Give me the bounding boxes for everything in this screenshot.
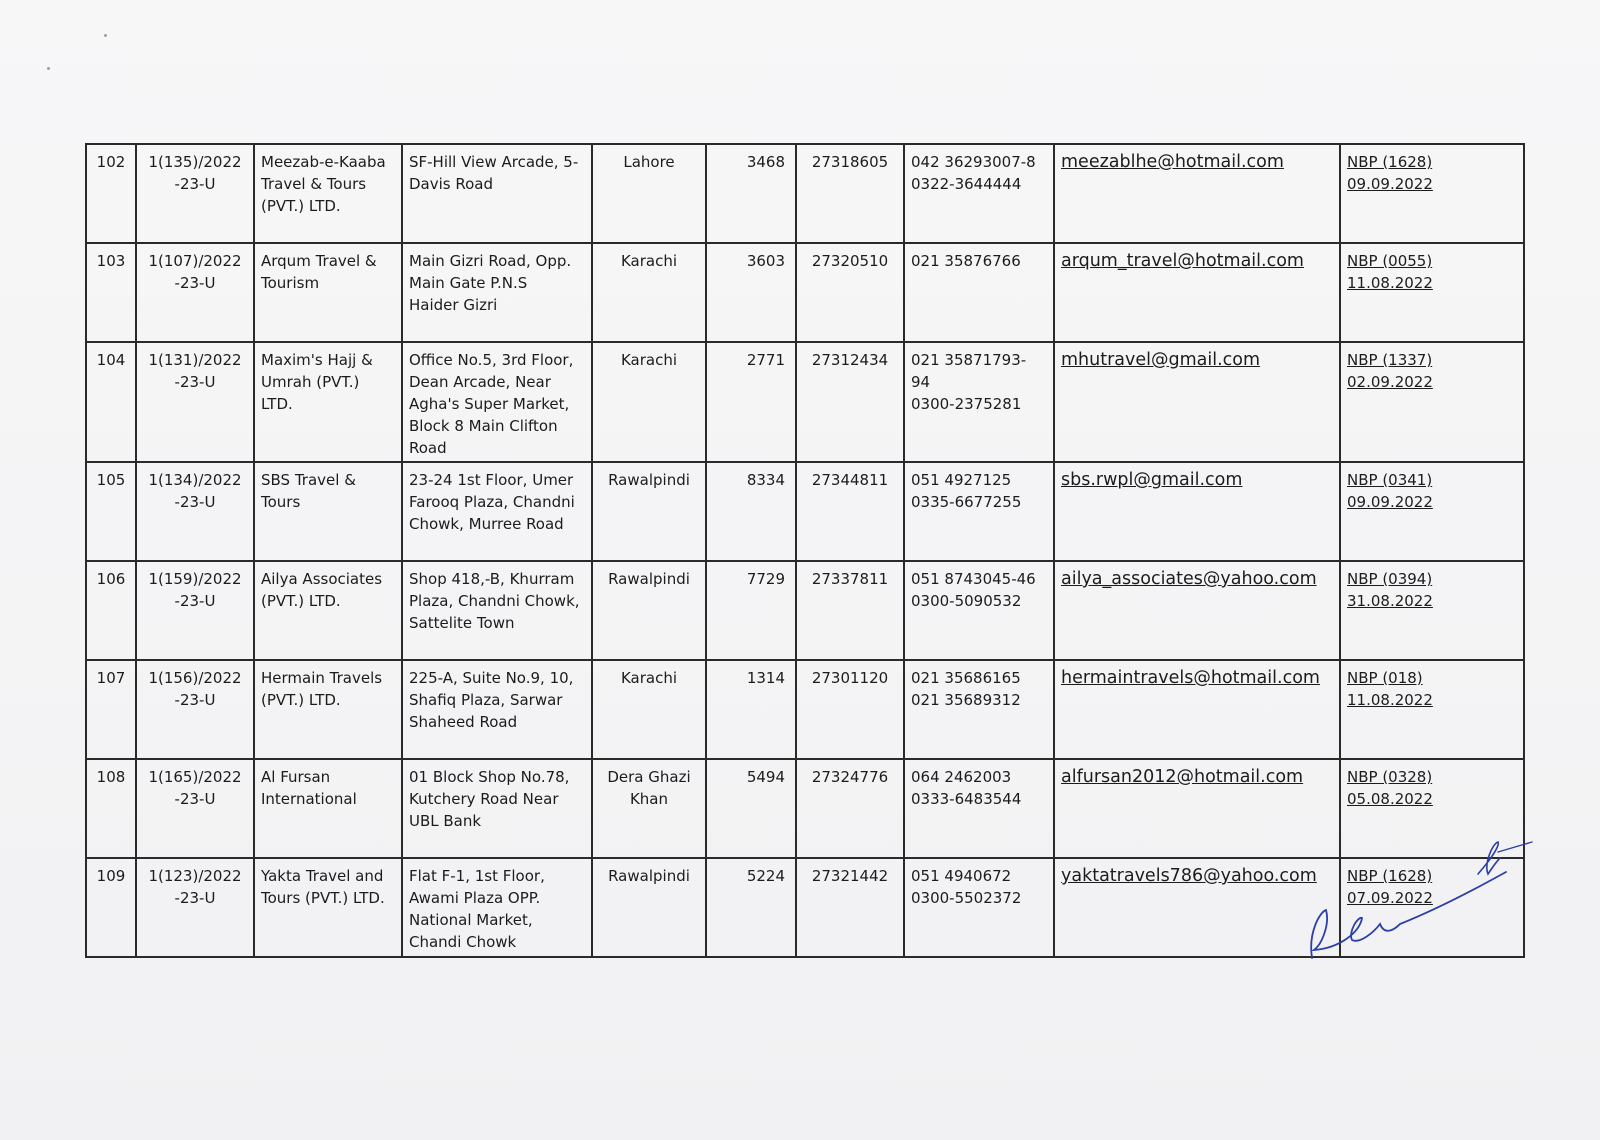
city-line: Rawalpindi [608, 867, 690, 885]
signature-icon [1300, 840, 1540, 970]
registration-table [85, 143, 1525, 958]
serial-number: 102 [96, 153, 126, 171]
serial-number-cell [86, 342, 136, 462]
deposit-date: 09.09.2022 [1347, 493, 1433, 511]
reference-number-line: -23-U [174, 889, 216, 907]
reference-number-cell [136, 858, 254, 957]
reference-number-line: 1(131)/2022 [148, 351, 242, 369]
email-cell [1054, 858, 1340, 957]
address-cell [402, 858, 592, 957]
bank-branch: NBP (1628) [1347, 153, 1433, 171]
phone-line: 064 2462003 [911, 768, 1012, 786]
phone-line: 021 35686165 [911, 669, 1021, 687]
bank-branch: NBP (0055) [1347, 252, 1433, 270]
reference-number-cell [136, 759, 254, 858]
reference-number-line: -23-U [174, 373, 216, 391]
city-line: Karachi [620, 252, 678, 270]
address-cell [402, 759, 592, 858]
city-cell [592, 660, 706, 759]
licence-code-cell [706, 561, 796, 660]
address-line: Block 8 Main Clifton [409, 417, 558, 435]
address-line: 23-24 1st Floor, Umer [409, 471, 574, 489]
reference-number-line: 1(156)/2022 [148, 669, 242, 687]
table-row [86, 144, 1524, 243]
table-row [86, 243, 1524, 342]
table-body [86, 144, 1524, 957]
ntn-number: 27321442 [811, 867, 889, 885]
address-cell [402, 144, 592, 243]
address-line: Sattelite Town [409, 614, 515, 632]
email-link[interactable]: sbs.rwpl@gmail.com [1061, 470, 1243, 490]
address-line: Farooq Plaza, Chandni [409, 493, 575, 511]
phone-line: 0322-3644444 [911, 175, 1022, 193]
serial-number: 109 [96, 867, 126, 885]
address-line: 01 Block Shop No.78, [409, 768, 570, 786]
bank-branch: NBP (0394) [1347, 570, 1433, 588]
serial-number-cell [86, 660, 136, 759]
email-link[interactable]: hermaintravels@hotmail.com [1061, 668, 1320, 688]
reference-number-line: 1(123)/2022 [148, 867, 242, 885]
table-row [86, 342, 1524, 462]
address-cell [402, 561, 592, 660]
serial-number: 104 [96, 351, 126, 369]
serial-number: 106 [96, 570, 126, 588]
city-line: Rawalpindi [608, 471, 690, 489]
city-cell [592, 342, 706, 462]
company-name-line: International [261, 790, 357, 808]
email-cell [1054, 342, 1340, 462]
city-cell [592, 561, 706, 660]
phone-cell [904, 144, 1054, 243]
licence-code-cell [706, 660, 796, 759]
company-name-line: Maxim's Hajj & [261, 351, 373, 369]
company-name-line: Ailya Associates [261, 570, 383, 588]
ntn-number: 27318605 [811, 153, 889, 171]
deposit-date: 11.08.2022 [1347, 274, 1433, 292]
deposit-date: 31.08.2022 [1347, 592, 1433, 610]
reference-number-cell [136, 660, 254, 759]
city-line: Lahore [623, 153, 675, 171]
ntn-number: 27324776 [811, 768, 889, 786]
reference-number-cell [136, 342, 254, 462]
deposit-date: 09.09.2022 [1347, 175, 1433, 193]
reference-number-line: -23-U [174, 592, 216, 610]
phone-line: 0300-5090532 [911, 592, 1022, 610]
company-name-line: Al Fursan [261, 768, 331, 786]
reference-number-line: 1(159)/2022 [148, 570, 242, 588]
serial-number-cell [86, 144, 136, 243]
company-name-cell [254, 462, 402, 561]
phone-line: 042 36293007-8 [911, 153, 1036, 171]
address-line: Chowk, Murree Road [409, 515, 564, 533]
reference-number-line: -23-U [174, 691, 216, 709]
serial-number-cell [86, 858, 136, 957]
city-line: Dera Ghazi [607, 768, 691, 786]
company-name-cell [254, 144, 402, 243]
email-cell [1054, 660, 1340, 759]
company-name-line: (PVT.) LTD. [261, 592, 341, 610]
email-link[interactable]: yaktatravels786@yahoo.com [1061, 866, 1317, 886]
company-name-cell [254, 858, 402, 957]
address-cell [402, 462, 592, 561]
address-cell [402, 660, 592, 759]
licence-code: 8334 [746, 471, 785, 489]
serial-number: 107 [96, 669, 126, 687]
email-cell [1054, 561, 1340, 660]
licence-code: 2771 [746, 351, 785, 369]
email-cell [1054, 243, 1340, 342]
address-line: Shafiq Plaza, Sarwar [409, 691, 563, 709]
address-line: Shop 418,-B, Khurram [409, 570, 575, 588]
phone-line: 021 35876766 [911, 252, 1021, 270]
ntn-cell [796, 858, 904, 957]
company-name-cell [254, 759, 402, 858]
licence-code: 1314 [746, 669, 785, 687]
bank-branch: NBP (018) [1347, 669, 1423, 687]
licence-code-cell [706, 759, 796, 858]
company-name-line: Travel & Tours [261, 175, 367, 193]
address-line: Agha's Super Market, [409, 395, 570, 413]
phone-cell [904, 660, 1054, 759]
address-line: Main Gizri Road, Opp. [409, 252, 572, 270]
address-line: National Market, [409, 911, 533, 929]
ntn-number: 27337811 [811, 570, 889, 588]
address-cell [402, 342, 592, 462]
licence-code: 3603 [746, 252, 785, 270]
serial-number: 108 [96, 768, 126, 786]
ntn-cell [796, 462, 904, 561]
licence-code-cell [706, 144, 796, 243]
city-line: Khan [629, 790, 669, 808]
phone-cell [904, 462, 1054, 561]
company-name-line: LTD. [261, 395, 293, 413]
ntn-cell [796, 342, 904, 462]
ntn-number: 27320510 [811, 252, 889, 270]
licence-code-cell [706, 342, 796, 462]
bank-challan-cell [1340, 561, 1524, 660]
phone-line: 021 35871793- [911, 351, 1027, 369]
ntn-number: 27301120 [811, 669, 889, 687]
ntn-cell [796, 144, 904, 243]
reference-number-line: -23-U [174, 175, 216, 193]
licence-code-cell [706, 462, 796, 561]
licence-code: 5224 [746, 867, 785, 885]
reference-number-cell [136, 243, 254, 342]
address-line: Davis Road [409, 175, 494, 193]
address-cell [402, 243, 592, 342]
ntn-number: 27344811 [811, 471, 889, 489]
reference-number-line: 1(107)/2022 [148, 252, 242, 270]
ntn-cell [796, 660, 904, 759]
address-line: Kutchery Road Near [409, 790, 559, 808]
email-link[interactable]: ailya_associates@yahoo.com [1061, 569, 1317, 589]
deposit-date: 07.09.2022 [1347, 889, 1433, 907]
reference-number-line: 1(165)/2022 [148, 768, 242, 786]
phone-line: 051 4927125 [911, 471, 1012, 489]
company-name-line: Meezab-e-Kaaba [261, 153, 386, 171]
ntn-cell [796, 759, 904, 858]
phone-line: 0300-5502372 [911, 889, 1022, 907]
city-line: Rawalpindi [608, 570, 690, 588]
bank-branch: NBP (1628) [1347, 867, 1433, 885]
table-row [86, 462, 1524, 561]
ntn-number: 27312434 [811, 351, 889, 369]
licence-code-cell [706, 243, 796, 342]
email-cell [1054, 144, 1340, 243]
ntn-cell [796, 561, 904, 660]
reference-number-line: -23-U [174, 790, 216, 808]
address-line: SF-Hill View Arcade, 5- [409, 153, 579, 171]
company-name-line: Arqum Travel & [261, 252, 377, 270]
licence-code: 7729 [746, 570, 785, 588]
licence-code: 5494 [746, 768, 785, 786]
bank-challan-cell [1340, 243, 1524, 342]
phone-cell [904, 858, 1054, 957]
address-line: UBL Bank [409, 812, 482, 830]
address-line: 225-A, Suite No.9, 10, [409, 669, 574, 687]
deposit-date: 05.08.2022 [1347, 790, 1433, 808]
phone-line: 0335-6677255 [911, 493, 1022, 511]
company-name-cell [254, 660, 402, 759]
city-line: Karachi [620, 351, 678, 369]
phone-line: 0333-6483544 [911, 790, 1022, 808]
company-name-cell [254, 342, 402, 462]
address-line: Road [409, 439, 447, 457]
reference-number-cell [136, 462, 254, 561]
city-cell [592, 462, 706, 561]
email-link[interactable]: meezablhe@hotmail.com [1061, 152, 1284, 172]
company-name-line: Tours (PVT.) LTD. [261, 889, 385, 907]
bank-challan-cell [1340, 462, 1524, 561]
phone-cell [904, 561, 1054, 660]
reference-number-line: -23-U [174, 493, 216, 511]
serial-number-cell [86, 462, 136, 561]
bank-challan-cell [1340, 144, 1524, 243]
serial-number: 105 [96, 471, 126, 489]
company-name-line: SBS Travel & [261, 471, 356, 489]
address-line: Haider Gizri [409, 296, 498, 314]
phone-cell [904, 759, 1054, 858]
address-line: Plaza, Chandni Chowk, [409, 592, 580, 610]
company-name-line: Yakta Travel and [261, 867, 384, 885]
phone-cell [904, 342, 1054, 462]
serial-number-cell [86, 561, 136, 660]
ntn-cell [796, 243, 904, 342]
address-line: Main Gate P.N.S [409, 274, 528, 292]
reference-number-cell [136, 561, 254, 660]
company-name-cell [254, 243, 402, 342]
company-name-line: Hermain Travels [261, 669, 383, 687]
reference-number-line: 1(135)/2022 [148, 153, 242, 171]
phone-cell [904, 243, 1054, 342]
city-line: Karachi [620, 669, 678, 687]
city-cell [592, 144, 706, 243]
company-name-line: (PVT.) LTD. [261, 197, 341, 215]
scan-speck [104, 34, 107, 37]
address-line: Dean Arcade, Near [409, 373, 551, 391]
bank-branch: NBP (0328) [1347, 768, 1433, 786]
serial-number: 103 [96, 252, 126, 270]
company-name-cell [254, 561, 402, 660]
reference-number-line: -23-U [174, 274, 216, 292]
phone-line: 0300-2375281 [911, 395, 1022, 413]
scan-speck [47, 67, 50, 70]
serial-number-cell [86, 759, 136, 858]
city-cell [592, 858, 706, 957]
address-line: Awami Plaza OPP. [409, 889, 541, 907]
company-name-line: Tourism [261, 274, 320, 292]
bank-challan-cell [1340, 342, 1524, 462]
bank-challan-cell [1340, 660, 1524, 759]
deposit-date: 11.08.2022 [1347, 691, 1433, 709]
address-line: Flat F-1, 1st Floor, [409, 867, 545, 885]
reference-number-line: 1(134)/2022 [148, 471, 242, 489]
phone-line: 021 35689312 [911, 691, 1021, 709]
email-link[interactable]: alfursan2012@hotmail.com [1061, 767, 1304, 787]
reference-number-cell [136, 144, 254, 243]
table-row [86, 660, 1524, 759]
table-row [86, 561, 1524, 660]
bank-branch: NBP (0341) [1347, 471, 1433, 489]
licence-code-cell [706, 858, 796, 957]
email-cell [1054, 759, 1340, 858]
city-cell [592, 759, 706, 858]
address-line: Chandi Chowk [409, 933, 517, 951]
company-name-line: Tours [261, 493, 301, 511]
serial-number-cell [86, 243, 136, 342]
address-line: Shaheed Road [409, 713, 518, 731]
email-link[interactable]: mhutravel@gmail.com [1061, 350, 1261, 370]
licence-code: 3468 [746, 153, 785, 171]
email-cell [1054, 462, 1340, 561]
phone-line: 94 [911, 373, 931, 391]
phone-line: 051 8743045-46 [911, 570, 1036, 588]
bank-branch: NBP (1337) [1347, 351, 1433, 369]
address-line: Office No.5, 3rd Floor, [409, 351, 574, 369]
phone-line: 051 4940672 [911, 867, 1012, 885]
city-cell [592, 243, 706, 342]
email-link[interactable]: arqum_travel@hotmail.com [1061, 251, 1304, 271]
deposit-date: 02.09.2022 [1347, 373, 1433, 391]
company-name-line: (PVT.) LTD. [261, 691, 341, 709]
company-name-line: Umrah (PVT.) [261, 373, 360, 391]
